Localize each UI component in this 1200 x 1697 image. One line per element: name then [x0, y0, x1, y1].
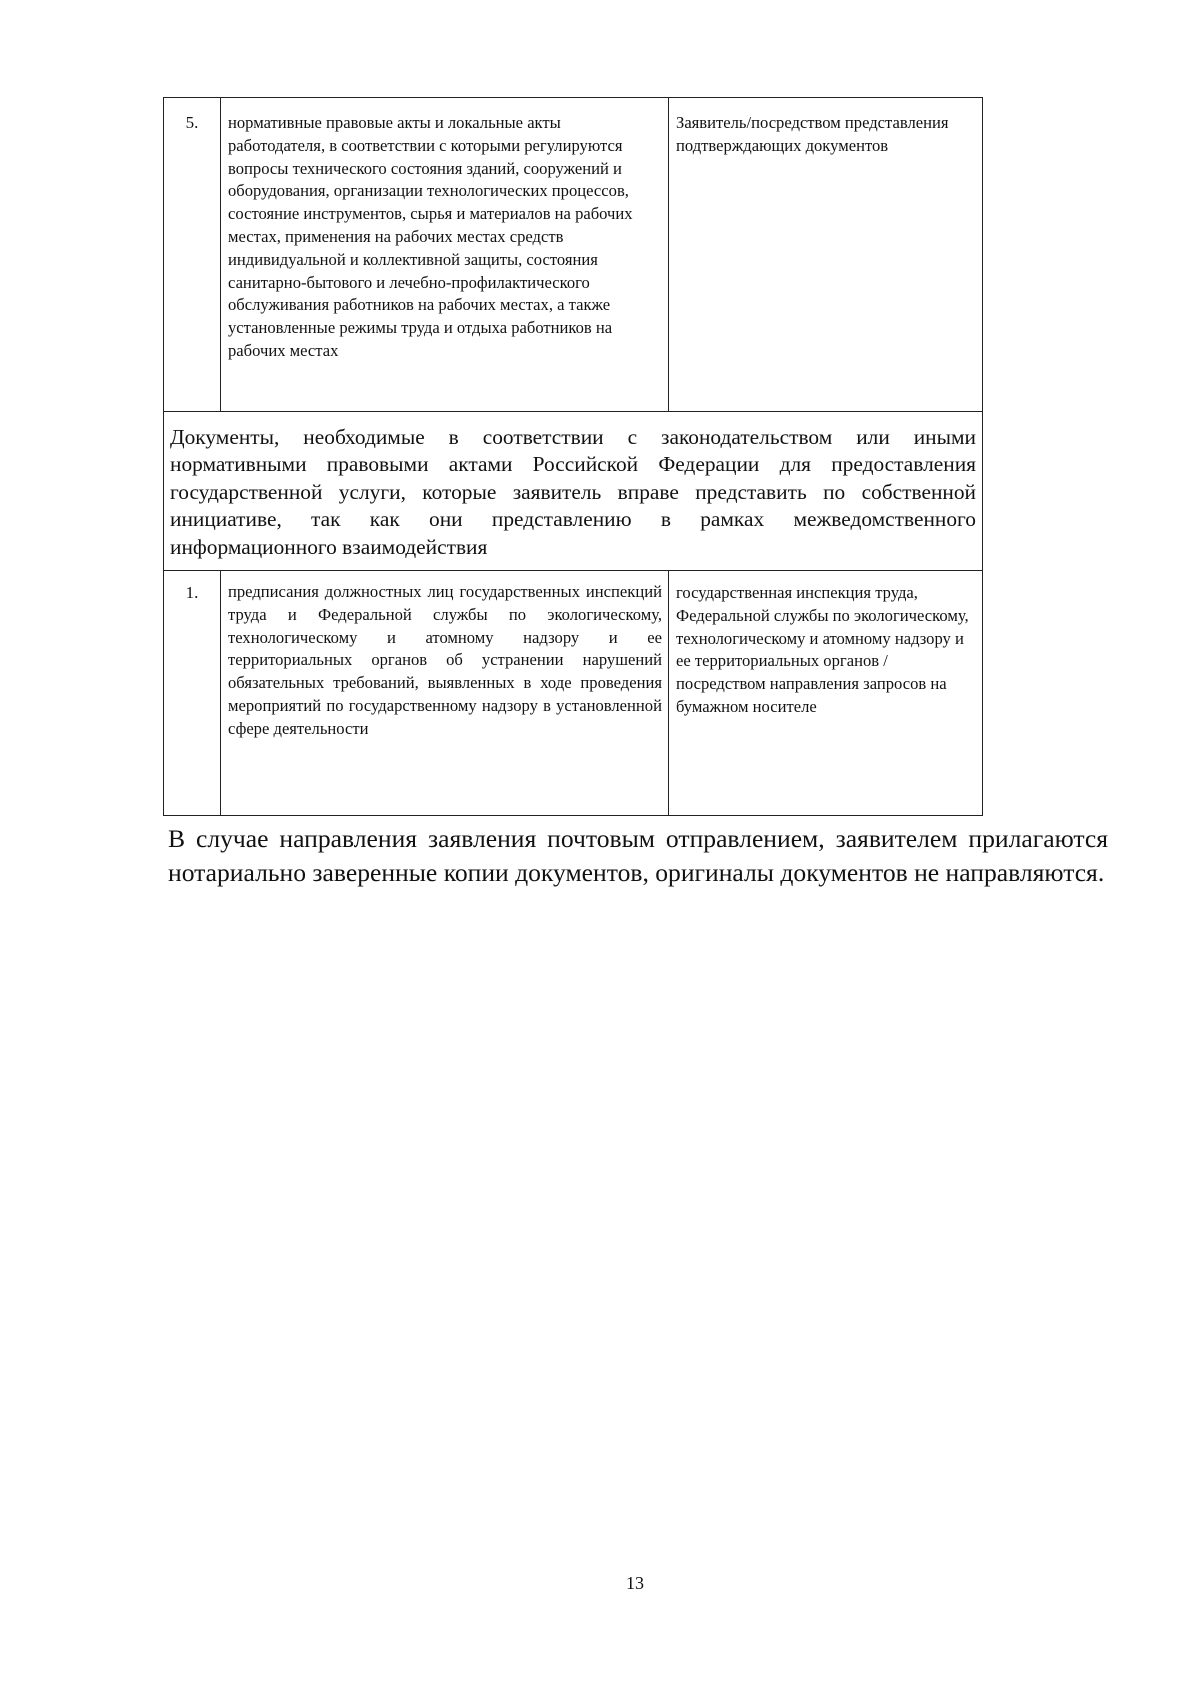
- row-number: 1.: [164, 571, 221, 816]
- document-description: нормативные правовые акты и локальные акты работодателя, в соответствии с которыми регулируются вопросы технического состояния зданий, сооружений и оборудования, организации технологических процессов, состояние инструментов, сырья и материалов на рабочих местах, применения на рабочих местах средств индивидуальной и коллективной защиты, состояния санитарно-бытового и лечебно-профилактического обслуживания работников на рабочих местах, а также установленные режимы труда и отдыха работников на рабочих местах: [221, 98, 669, 412]
- document-description: предписания должностных лиц государственных инспекций труда и Федеральной службы по экологическому, технологическому и атомному надзору и ее территориальных органов об устранении нарушений обязательных требований, выявленных в ходе проведения мероприятий по государственному надзору в установленной сфере деятельности: [221, 571, 669, 816]
- document-source: государственная инспекция труда, Федеральной службы по экологическому, технологическому и атомному надзору и ее территориальных органов / посредством направления запросов на бумажном носителе: [669, 571, 983, 816]
- note-paragraph: В случае направления заявления почтовым отправлением, заявителем прилагаются нотариально заверенные копии документов, оригиналы документов не направляются.: [168, 824, 1108, 887]
- document-source: Заявитель/посредством представления подтверждающих документов: [669, 98, 983, 412]
- documents-table: [163, 97, 983, 816]
- page-number: 13: [626, 1573, 644, 1593]
- row-number: 5.: [164, 98, 221, 412]
- table-row: [164, 98, 983, 412]
- section-heading: Документы, необходимые в соответствии с законодательством или иными нормативными правовыми актами Российской Федерации для предоставления государственной услуги, которые заявитель вправе представить по собственной инициативе, так как они представлению в рамках межведомственного информационного взаимодействия: [164, 412, 983, 571]
- section-row: [164, 412, 983, 571]
- table-row: [164, 571, 983, 816]
